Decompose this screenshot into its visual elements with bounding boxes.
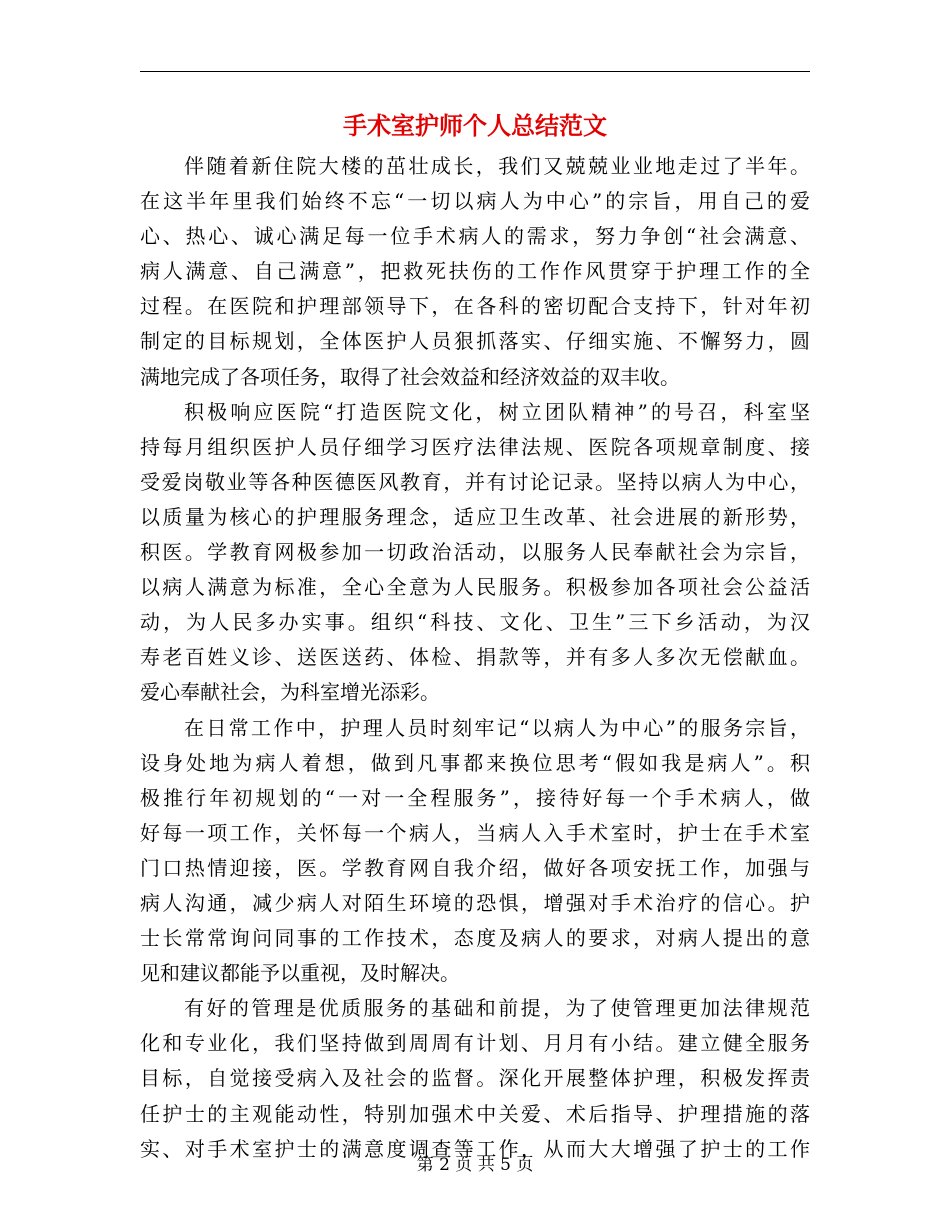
- paragraph-line: 心、热心、诚心满足每一位手术病人的需求，努力争创“社会满意、: [140, 224, 810, 249]
- page-footer: 第 2 页 共 5 页: [416, 1155, 534, 1175]
- paragraph-line: 见和建议都能予以重视，及时解决。: [140, 961, 460, 986]
- paragraph-line: 爱心奉献社会，为科室增光添彩。: [140, 680, 440, 705]
- paragraph-line: 满地完成了各项任务，取得了社会效益和经济效益的双丰收。: [140, 364, 680, 389]
- paragraph-line: 士长常常询问同事的工作技术，态度及病人的要求，对病人提出的意: [140, 926, 810, 951]
- paragraph-line: 化和专业化，我们坚持做到周周有计划、月月有小结。建立健全服务: [140, 1031, 810, 1056]
- paragraph-line: 寿老百姓义诊、送医送药、体检、捐款等，并有多人多次无偿献血。: [140, 645, 810, 670]
- paragraph-line: 以病人满意为标准，全心全意为人民服务。积极参加各项社会公益活: [140, 575, 810, 600]
- paragraph-line: 以质量为核心的护理服务理念，适应卫生改革、社会进展的新形势，: [140, 504, 810, 529]
- paragraph-line: 制定的目标规划，全体医护人员狠抓落实、仔细实施、不懈努力，圆: [140, 329, 810, 354]
- paragraph: [140, 395, 810, 711]
- paragraph: [140, 711, 810, 992]
- paragraph-line: 动，为人民多办实事。组织“科技、文化、卫生”三下乡活动，为汉: [140, 610, 810, 635]
- paragraph-line: 积医。学教育网极参加一切政治活动，以服务人民奉献社会为宗旨，: [140, 540, 810, 565]
- document-title: 手术室护师个人总结范文: [343, 111, 607, 140]
- paragraph-line: 好每一项工作，关怀每一个病人，当病人入手术室时，护士在手术室: [140, 820, 810, 845]
- paragraph-line: 门口热情迎接，医。学教育网自我介绍，做好各项安抚工作，加强与: [140, 855, 810, 880]
- paragraph-line: 病人沟通，减少病人对陌生环境的恐惧，增强对手术治疗的信心。护: [140, 890, 810, 915]
- document-body: [140, 149, 810, 1167]
- paragraph-line: 伴随着新住院大楼的茁壮成长，我们又兢兢业业地走过了半年。: [184, 154, 810, 178]
- paragraph-line: 目标，自觉接受病入及社会的监督。深化开展整体护理，积极发挥责: [140, 1066, 810, 1091]
- paragraph-line: 在日常工作中，护理人员时刻牢记“以病人为中心”的服务宗旨，: [184, 715, 810, 740]
- paragraph-line: 持每月组织医护人员仔细学习医疗法律法规、医院各项规章制度、接: [140, 434, 810, 459]
- paragraph-line: 过程。在医院和护理部领导下，在各科的密切配合支持下，针对年初: [140, 294, 810, 319]
- paragraph-line: 积极响应医院“打造医院文化，树立团队精神”的号召，科室坚: [184, 399, 810, 424]
- paragraph-line: 在这半年里我们始终不忘“一切以病人为中心”的宗旨，用自己的爱: [140, 189, 810, 214]
- paragraph-line: 极推行年初规划的“一对一全程服务”，接待好每一个手术病人，做: [140, 785, 810, 810]
- paragraph-line: 有好的管理是优质服务的基础和前提，为了使管理更加法律规范: [184, 996, 810, 1021]
- paragraph-line: 设身处地为病人着想，做到凡事都来换位思考“假如我是病人”。积: [140, 750, 810, 775]
- paragraph: [140, 991, 810, 1166]
- paragraph: [140, 149, 810, 395]
- paragraph-line: 受爱岗敬业等各种医德医风教育，并有讨论记录。坚持以病人为中心，: [140, 469, 810, 494]
- paragraph-line: 任护士的主观能动性，特别加强术中关爱、术后指导、护理措施的落: [140, 1101, 810, 1126]
- paragraph-line: 实、对手术室护士的满意度调查等工作，从而大大增强了护士的工作: [140, 1136, 810, 1161]
- header-rule: [140, 71, 810, 72]
- paragraph-line: 病人满意、自己满意”，把救死扶伤的工作作风贯穿于护理工作的全: [140, 259, 810, 284]
